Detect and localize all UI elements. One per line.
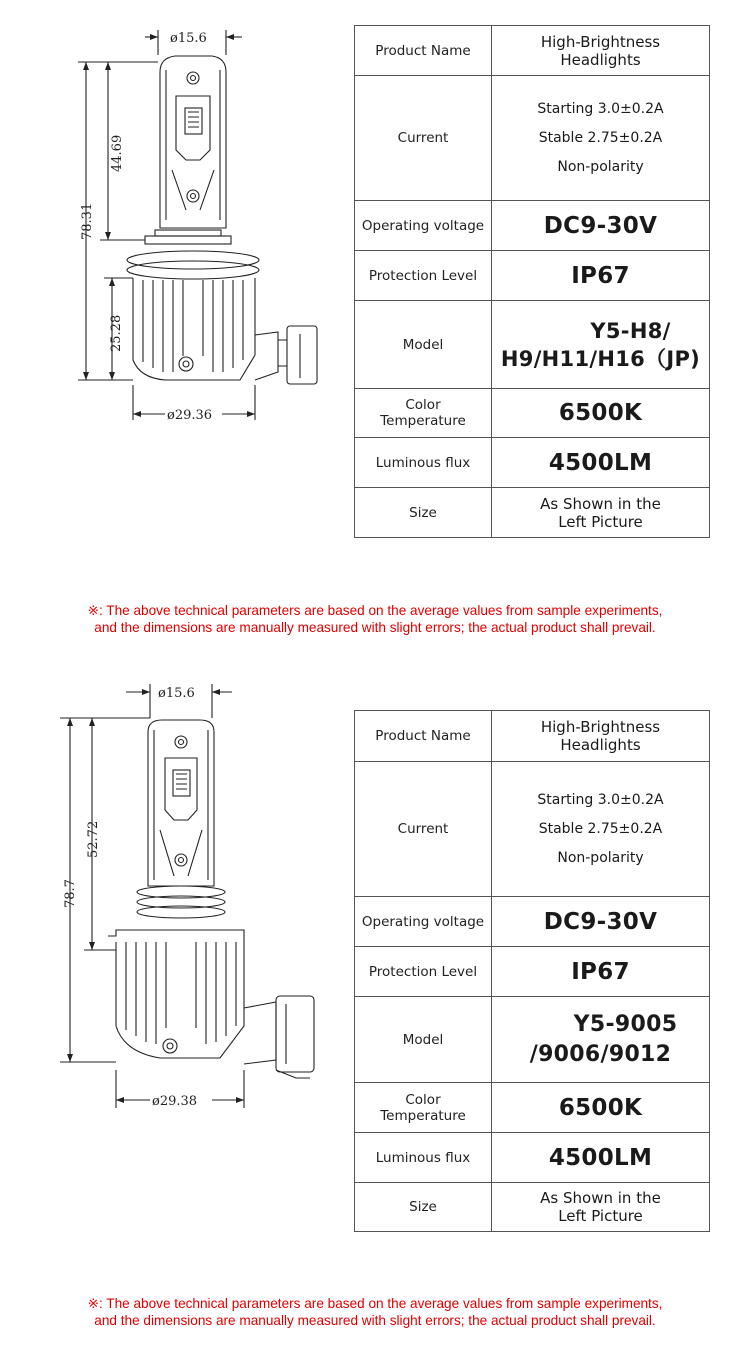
value-product-name <box>492 711 710 762</box>
disclaimer-line2: and the dimensions are manually measured with slight errors; the actual product shall prevail. <box>94 620 656 635</box>
value-current-line3: Non-polarity <box>557 158 644 175</box>
bulb-dimension-drawing-9005 <box>0 680 350 1120</box>
spec-row-color-temperature <box>355 389 710 438</box>
value-model <box>492 997 710 1083</box>
spec-row-protection-level <box>355 251 710 301</box>
value-current <box>492 762 710 897</box>
spec-section-h8 <box>0 0 750 660</box>
spec-row-luminous-flux <box>355 1133 710 1183</box>
total-height-label: 78.7 <box>63 879 78 908</box>
label-color-temperature-line2: Temperature <box>380 413 466 429</box>
value-size-line2: Left Picture <box>558 512 643 531</box>
label-operating-voltage: Operating voltage <box>355 201 492 251</box>
value-product-name-line2: Headlights <box>560 736 641 754</box>
spec-table-h8 <box>354 25 710 538</box>
label-protection-level: Protection Level <box>355 947 492 997</box>
value-operating-voltage: DC9-30V <box>492 897 710 947</box>
spec-row-size <box>355 1183 710 1232</box>
label-protection-level: Protection Level <box>355 251 492 301</box>
label-model: Model <box>355 301 492 389</box>
label-product-name: Product Name <box>355 26 492 76</box>
top-diameter-label: ø15.6 <box>158 686 195 701</box>
label-luminous-flux: Luminous flux <box>355 1133 492 1183</box>
label-operating-voltage: Operating voltage <box>355 897 492 947</box>
label-current: Current <box>355 762 492 897</box>
label-color-temperature <box>355 1083 492 1133</box>
value-current-line2: Stable 2.75±0.2A <box>538 129 663 146</box>
value-color-temperature: 6500K <box>492 389 710 438</box>
value-current-line2: Stable 2.75±0.2A <box>538 820 663 837</box>
value-model-line1: Y5-H8/ <box>590 318 671 343</box>
value-size-line2: Left Picture <box>558 1207 643 1225</box>
value-luminous-flux: 4500LM <box>492 1133 710 1183</box>
upper-height-label: 52.72 <box>86 820 101 858</box>
spec-row-product-name <box>355 26 710 76</box>
spec-row-product-name <box>355 711 710 762</box>
value-model-line2: /9006/9012 <box>529 1041 672 1067</box>
label-luminous-flux: Luminous flux <box>355 438 492 488</box>
value-size <box>492 1183 710 1232</box>
value-product-name-line2: Headlights <box>560 50 641 69</box>
spec-row-operating-voltage <box>355 897 710 947</box>
label-model: Model <box>355 997 492 1083</box>
value-color-temperature: 6500K <box>492 1083 710 1133</box>
value-model <box>492 301 710 389</box>
label-current: Current <box>355 76 492 201</box>
value-protection-level: IP67 <box>492 251 710 301</box>
spec-row-color-temperature <box>355 1083 710 1133</box>
value-current-line1: Starting 3.0±0.2A <box>537 791 664 808</box>
spec-row-model <box>355 301 710 389</box>
value-operating-voltage: DC9-30V <box>492 201 710 251</box>
spec-row-luminous-flux <box>355 438 710 488</box>
base-diameter-label: ø29.38 <box>152 1094 198 1109</box>
value-size-line1: As Shown in the <box>540 1189 661 1207</box>
disclaimer-line1: ※: The above technical parameters are based on the average values from sample experiments, <box>87 603 663 618</box>
value-size <box>492 488 710 538</box>
upper-height-label: 44.69 <box>110 134 125 172</box>
spec-row-model <box>355 997 710 1083</box>
lower-height-label: 25.28 <box>109 314 124 352</box>
spec-row-operating-voltage <box>355 201 710 251</box>
label-product-name: Product Name <box>355 711 492 762</box>
label-size: Size <box>355 1183 492 1232</box>
bulb-dimension-drawing-h8 <box>0 0 350 440</box>
value-product-name <box>492 26 710 76</box>
base-diameter-label: ø29.36 <box>167 408 213 423</box>
value-luminous-flux: 4500LM <box>492 438 710 488</box>
disclaimer-line2: and the dimensions are manually measured with slight errors; the actual product shall prevail. <box>94 1313 656 1328</box>
value-current-line1: Starting 3.0±0.2A <box>537 100 664 117</box>
value-size-line1: As Shown in the <box>540 494 661 513</box>
value-protection-level: IP67 <box>492 947 710 997</box>
disclaimer-note <box>0 602 750 636</box>
label-color-temperature-line1: Color <box>405 397 441 413</box>
value-current <box>492 76 710 201</box>
spec-row-current <box>355 762 710 897</box>
value-product-name-line1: High-Brightness <box>540 718 661 736</box>
label-color-temperature <box>355 389 492 438</box>
spec-table-9005 <box>354 710 710 1232</box>
spec-row-size <box>355 488 710 538</box>
value-model-line2: H9/H11/H16（JP) <box>500 346 701 371</box>
value-model-line1: Y5-9005 <box>573 1011 678 1037</box>
total-height-label: 78.31 <box>80 202 95 240</box>
label-size: Size <box>355 488 492 538</box>
spec-row-protection-level <box>355 947 710 997</box>
value-product-name-line1: High-Brightness <box>540 32 661 51</box>
spec-section-9005 <box>0 680 750 1365</box>
spec-row-current <box>355 76 710 201</box>
label-color-temperature-line1: Color <box>405 1091 441 1108</box>
disclaimer-line1: ※: The above technical parameters are based on the average values from sample experiments, <box>87 1296 663 1311</box>
value-current-line3: Non-polarity <box>557 849 644 866</box>
label-color-temperature-line2: Temperature <box>380 1107 466 1124</box>
top-diameter-label: ø15.6 <box>170 31 207 46</box>
disclaimer-note <box>0 1295 750 1329</box>
